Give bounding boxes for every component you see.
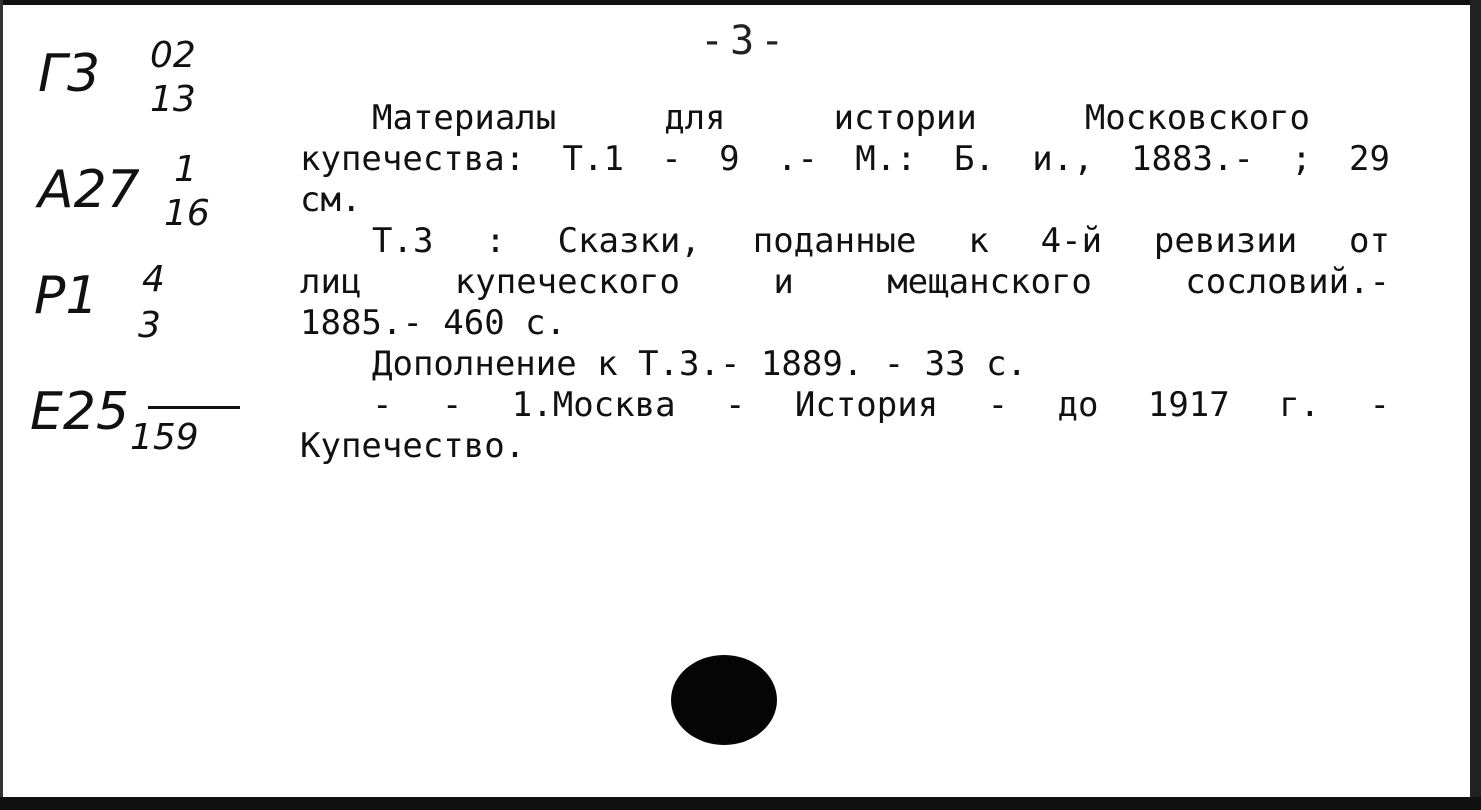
record-line-5: лиц купеческого и мещанского сословий.-: [300, 262, 1390, 302]
record-line-1: Материалы для истории Московского: [372, 98, 1310, 138]
record-line-4: Т.3 : Сказки, поданные к 4-й ревизии от: [372, 221, 1390, 261]
card-edge-bottom: [0, 797, 1481, 810]
shelf-mark-denominator: 13: [150, 79, 196, 120]
card-edge-left: [0, 0, 3, 810]
shelf-mark-4: [30, 382, 230, 472]
card-edge-top: [0, 0, 1481, 5]
fraction-bar: [148, 406, 240, 409]
record-line-9: Купечество.: [300, 426, 526, 466]
record-line-7: Дополнение к Т.3.- 1889. - 33 с.: [372, 344, 1028, 384]
record-line-8: - - 1.Москва - История - до 1917 г. -: [372, 385, 1390, 425]
record-line-6: 1885.- 460 с.: [300, 303, 567, 343]
record-line-3: см.: [300, 180, 362, 220]
shelf-mark-code: А27: [38, 160, 140, 220]
card-edge-right: [1470, 0, 1481, 810]
shelf-mark-1: [38, 35, 238, 128]
shelf-mark-2: [38, 149, 238, 242]
shelf-mark-denominator: 3: [138, 305, 161, 346]
shelf-mark-code: Е25: [30, 382, 130, 442]
card-punch-hole: [671, 655, 777, 745]
shelf-mark-code: Г3: [38, 44, 101, 104]
shelf-mark-numerator: 1: [174, 149, 197, 190]
catalog-record: [300, 98, 1390, 467]
shelf-mark-code: Р1: [34, 266, 99, 326]
shelf-mark-numerator: 4: [142, 259, 165, 300]
shelf-mark-3: [34, 259, 234, 352]
shelf-mark-denominator: 16: [164, 193, 210, 234]
shelf-mark-denominator: 159: [130, 417, 199, 458]
record-line-2: купечества: Т.1 - 9 .- М.: Б. и., 1883.- ; 29: [300, 139, 1390, 179]
page-number: -3-: [700, 18, 791, 64]
shelf-mark-numerator: 02: [150, 35, 196, 76]
